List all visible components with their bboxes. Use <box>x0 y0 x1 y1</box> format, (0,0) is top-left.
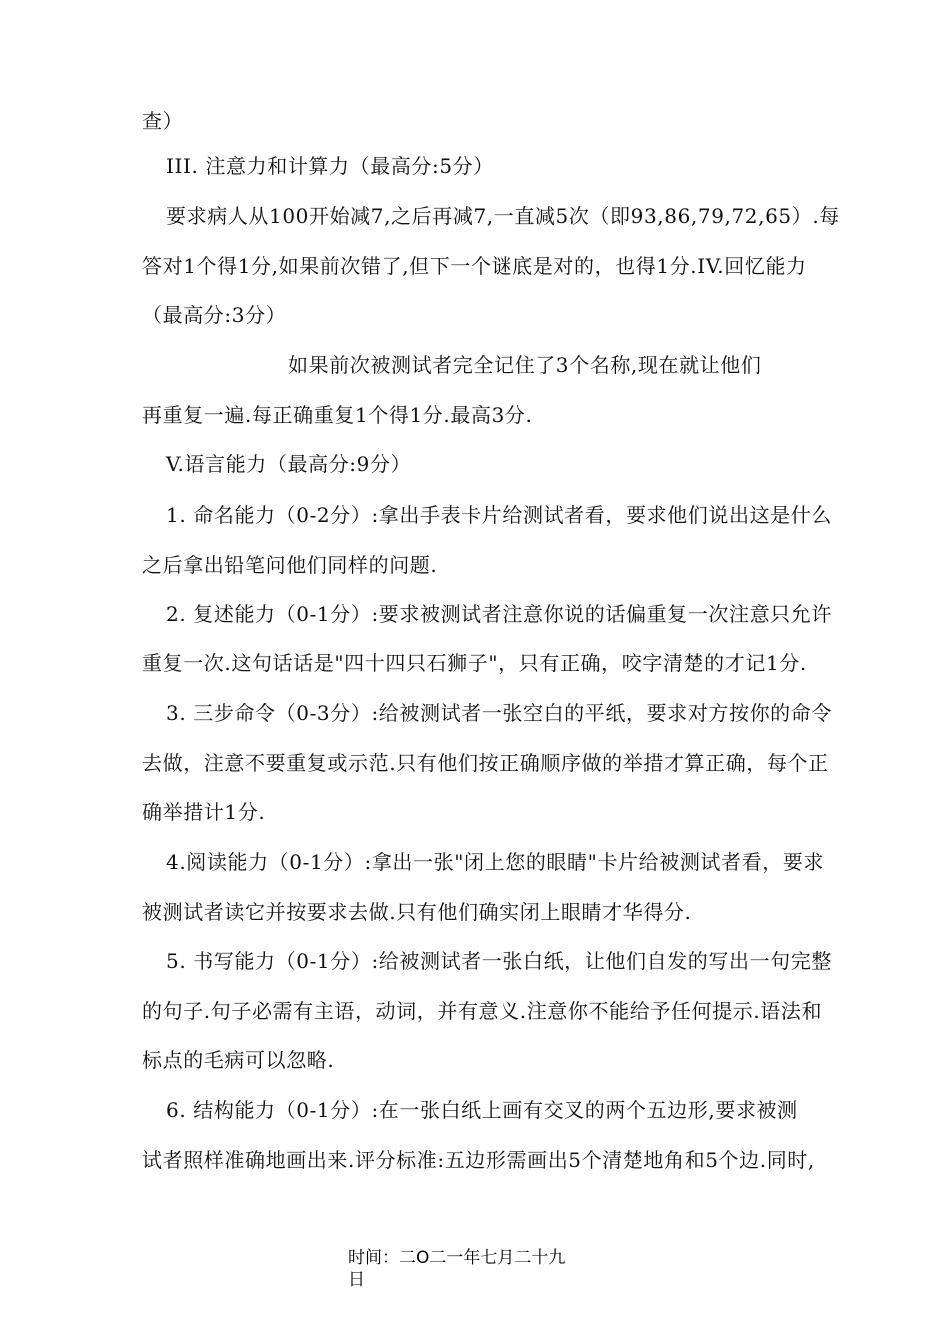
list-item: 3. 三步命令（0-3分）:给被测试者一张空白的平纸，要求对方按你的命令 <box>166 701 832 725</box>
text-line: 试者照样准确地画出来.评分标准:五边形需画出5个清楚地角和5个边.同时, <box>142 1148 815 1172</box>
page-footer <box>348 1247 598 1291</box>
section-heading: III. 注意力和计算力（最高分:5分） <box>166 154 494 178</box>
text-line: （最高分:3分） <box>142 303 287 327</box>
text-line: 的句子.句子必需有主语，动词，并有意义.注意你不能给予任何提示.语法和 <box>142 999 823 1023</box>
list-item: 4.阅读能力（0-1分）:拿出一张"闭上您的眼睛"卡片给被测试者看，要求 <box>166 850 825 874</box>
text-line: 被测试者读它并按要求去做.只有他们确实闭上眼睛才华得分. <box>142 900 692 924</box>
list-item: 6. 结构能力（0-1分）:在一张白纸上画有交叉的两个五边形,要求被测 <box>166 1098 798 1122</box>
text-line: 重复一次.这句话话是"四十四只石狮子"，只有正确，咬字清楚的才记1分. <box>142 651 807 675</box>
text-line: 答对1个得1分,如果前次错了,但下一个谜底是对的，也得1分.IV.回忆能力 <box>142 254 807 278</box>
list-item: 5. 书写能力（0-1分）:给被测试者一张白纸，让他们自发的写出一句完整 <box>166 949 832 973</box>
text-line: 之后拿出铅笔问他们同样的问题. <box>142 553 438 577</box>
text-line: 要求病人从100开始减7,之后再减7,一直减5次（即93,86,79,72,65）.每 <box>166 204 840 228</box>
footer-date-continued: 日 <box>348 1270 365 1290</box>
text-line: 标点的毛病可以忽略. <box>142 1048 335 1072</box>
text-line: 去做，注意不要重复或示范.只有他们按正确顺序做的举措才算正确，每个正 <box>142 751 829 775</box>
text-line: 确举措计1分. <box>142 800 266 824</box>
list-item: 1. 命名能力（0-2分）:拿出手表卡片给测试者看，要求他们说出这是什么 <box>166 503 832 527</box>
text-line: 再重复一遍.每正确重复1个得1分.最高3分. <box>142 403 533 427</box>
list-item: 2. 复述能力（0-1分）:要求被测试者注意你说的话偏重复一次注意只允许 <box>166 602 832 626</box>
section-heading: V.语言能力（最高分:9分） <box>166 452 412 476</box>
text-line: 查） <box>142 109 184 133</box>
text-line: 如果前次被测试者完全记住了3个名称,现在就让他们 <box>288 353 762 377</box>
footer-date: 时间：二O二一年七月二十九 <box>348 1248 566 1268</box>
